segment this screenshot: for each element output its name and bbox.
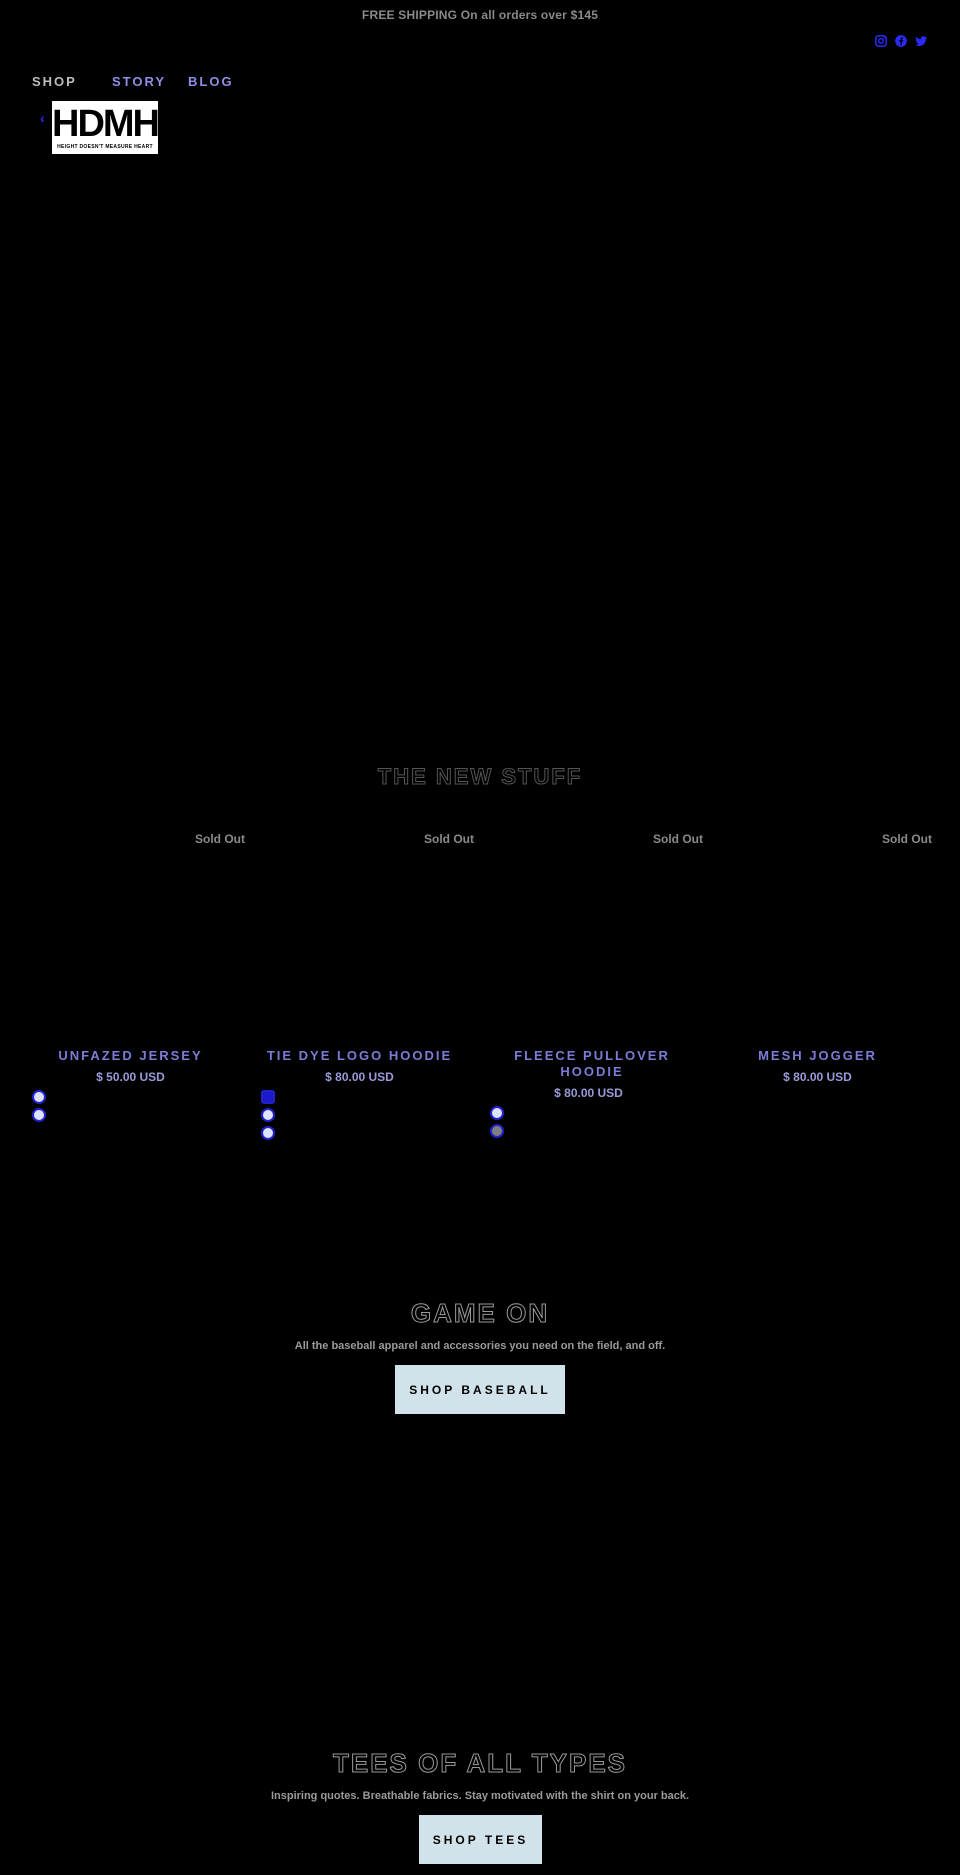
product-name[interactable]: TIE DYE LOGO HOODIE [266, 1048, 453, 1063]
tees-description: Inspiring quotes. Breathable fabrics. Stay motivated with the shirt on your back. [270, 1790, 690, 1802]
product-card[interactable] [703, 832, 932, 1152]
brand-logo[interactable] [52, 101, 158, 154]
swatch-light[interactable] [32, 1108, 46, 1122]
product-card[interactable] [16, 832, 245, 1152]
swatch-light[interactable] [261, 1126, 275, 1140]
product-name[interactable]: MESH JOGGER [758, 1048, 877, 1063]
swatch-grey[interactable] [490, 1124, 504, 1138]
swatch-blue[interactable] [261, 1090, 275, 1104]
product-grid [0, 832, 960, 1152]
shop-baseball-button[interactable]: SHOP BASEBALL [395, 1365, 565, 1414]
logo-mark: HDMH [52, 102, 158, 145]
product-name[interactable]: FLEECE PULLOVER HOODIE [514, 1048, 670, 1079]
shop-tees-button[interactable]: SHOP TEES [419, 1815, 542, 1864]
swatch-light[interactable] [490, 1106, 504, 1120]
product-name[interactable]: UNFAZED JERSEY [58, 1048, 203, 1063]
product-card[interactable] [474, 832, 703, 1152]
sold-out-badge: Sold Out [882, 832, 932, 846]
instagram-icon[interactable] [874, 34, 888, 48]
tees-title: TEES OF ALL TYPES [332, 1748, 628, 1778]
color-swatches [490, 1106, 504, 1138]
main-nav [32, 74, 234, 89]
menu-caret-icon[interactable]: ‹ [40, 110, 45, 126]
nav-blog[interactable]: BLOG [188, 74, 234, 89]
nav-story[interactable]: STORY [112, 74, 167, 89]
sold-out-badge: Sold Out [424, 832, 474, 846]
game-on-description: All the baseball apparel and accessories you need on the field, and off. [294, 1340, 666, 1352]
product-price: $ 80.00 USD [554, 1086, 623, 1100]
social-links [874, 34, 928, 48]
swatch-light[interactable] [32, 1090, 46, 1104]
sold-out-badge: Sold Out [653, 832, 703, 846]
facebook-icon[interactable] [894, 34, 908, 48]
product-price: $ 80.00 USD [783, 1070, 852, 1084]
announcement-bar: FREE SHIPPING On all orders over $145 [361, 8, 599, 22]
nav-shop[interactable]: SHOP [32, 74, 77, 89]
color-swatches [32, 1090, 46, 1122]
swatch-light[interactable] [261, 1108, 275, 1122]
new-stuff-title: THE NEW STUFF [377, 764, 583, 789]
logo-tagline: HEIGHT DOESN'T MEASURE HEART [57, 143, 153, 150]
twitter-icon[interactable] [914, 34, 928, 48]
product-card[interactable] [245, 832, 474, 1152]
game-on-title: GAME ON [410, 1298, 550, 1328]
product-price: $ 80.00 USD [325, 1070, 394, 1084]
sold-out-badge: Sold Out [195, 832, 245, 846]
color-swatches [261, 1090, 275, 1140]
product-price: $ 50.00 USD [96, 1070, 165, 1084]
